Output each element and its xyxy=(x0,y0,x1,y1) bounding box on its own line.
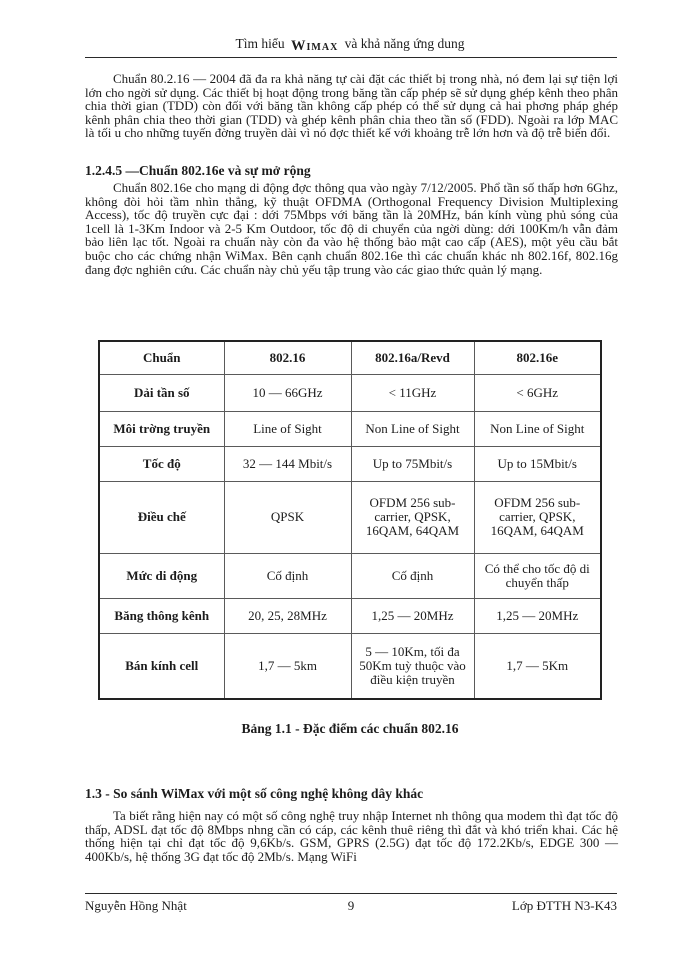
footer-class: Lớp ĐTTH N3-K43 xyxy=(511,898,617,913)
table-cell: 5 — 10Km, tối đa 50Km tuỳ thuộc vào điều kiện truyền xyxy=(351,633,474,699)
row-label: Băng thông kênh xyxy=(99,598,224,633)
table-cell: Non Line of Sight xyxy=(351,411,474,446)
row-label: Điều chế xyxy=(99,481,224,553)
table-cell: 1,25 — 20MHz xyxy=(474,598,601,633)
row-label: Dải tần số xyxy=(99,374,224,411)
standards-comparison-table xyxy=(98,340,602,700)
table-cell: Cố định xyxy=(351,553,474,598)
table-cell: 20, 25, 28MHz xyxy=(224,598,351,633)
table-cell: < 6GHz xyxy=(474,374,601,411)
header-brand-wimax: Wimax xyxy=(291,38,339,54)
table-row xyxy=(99,598,601,633)
table-cell: OFDM 256 sub-carrier, QPSK, 16QAM, 64QAM xyxy=(474,481,601,553)
table-cell: < 11GHz xyxy=(351,374,474,411)
table-header-cell: 802.16e xyxy=(474,341,601,374)
table-cell: 32 — 144 Mbit/s xyxy=(224,446,351,481)
row-label: Môi trờng truyền xyxy=(99,411,224,446)
footer-author: Nguyễn Hồng Nhật xyxy=(85,898,187,913)
table-cell: OFDM 256 sub-carrier, QPSK, 16QAM, 64QAM xyxy=(351,481,474,553)
table-cell: QPSK xyxy=(224,481,351,553)
page-header-title xyxy=(0,36,700,53)
table-cell: Up to 75Mbit/s xyxy=(351,446,474,481)
table-header-cell: Chuẩn xyxy=(99,341,224,374)
table-cell: 1,7 — 5km xyxy=(224,633,351,699)
table-cell: 1,7 — 5Km xyxy=(474,633,601,699)
table-row xyxy=(99,446,601,481)
row-label: Mức di động xyxy=(99,553,224,598)
header-title-prefix: Tìm hiểu xyxy=(235,36,285,51)
section-heading-1245: 1.2.4.5 —Chuẩn 802.16e và sự mở rộng xyxy=(85,163,311,178)
paragraph-80216e: Chuẩn 802.16e cho mạng di động đợc thông qua vào ngày 7/12/2005. Phổ tần số thấp hơn 6Ghz, không đòi hỏi tầm nhìn thẳng, kỹ thuật OFDMA (Orthogonal Frequency Division Multiplexing Access), tốc độ truyền cực đại : dới 75Mbps với băng tần là 20MHz, bán kính vùng phủ sóng của 1cell là 1-3Km Indoor và 2-5 Km Outdoor, tốc độ di chuyển của ngời dùng: dới 100Km/h vẫn đảm bảo liên lạc tốt. Ngoài ra chuẩn này còn đa vào hệ thống bảo mật cao cấp (AES), một yêu cầu bắt buộc cho các chứng nhận WiMax. Bên cạnh chuẩn 802.16e thì các chuẩn khác nh 802.16f, 802.16g đang đợc nghiên cứu. Các chuẩn này chủ yếu tập trung vào các giao thức quản lý mạng. xyxy=(85,180,618,277)
header-rule xyxy=(85,57,617,58)
table-cell: Cố định xyxy=(224,553,351,598)
footer-rule xyxy=(85,893,617,894)
table-cell: Line of Sight xyxy=(224,411,351,446)
paragraph-80216-2004: Chuẩn 80.2.16 — 2004 đã đa ra khả năng tự cài đặt các thiết bị trong nhà, nó đem lại sự tiện lợi lớn cho ngời sử dụng. Các thiết bị hoạt động trong băng tần cấp phép sẽ sử dụng ghép kênh theo phân chia thời gian (TDD) còn đối với băng tần không cấp phép có thể sử dụng cả hai phơng pháp ghép kênh phân chia theo thời gian (TDD) và ghép kênh phân chia theo tần số (FDD). Ngoài ra lớp MAC là tối u cho những tuyến đờng truyền dài vì nó đợc thiết kế với khoảng trễ lớn hơn và độ trễ biến đổi. xyxy=(85,71,618,141)
table-row xyxy=(99,481,601,553)
table-row xyxy=(99,553,601,598)
table-cell: 1,25 — 20MHz xyxy=(351,598,474,633)
row-label: Tốc độ xyxy=(99,446,224,481)
table-row xyxy=(99,633,601,699)
table-row xyxy=(99,411,601,446)
page-number: 9 xyxy=(347,898,355,913)
table-cell: 10 — 66GHz xyxy=(224,374,351,411)
table-caption: Bảng 1.1 - Đặc điểm các chuẩn 802.16 xyxy=(241,721,459,736)
table-header-cell: 802.16 xyxy=(224,341,351,374)
table-cell: Up to 15Mbit/s xyxy=(474,446,601,481)
table-cell: Có thể cho tốc độ di chuyển thấp xyxy=(474,553,601,598)
section-heading-13: 1.3 - So sánh WiMax với một số công nghệ không dây khác xyxy=(85,786,424,801)
table-row xyxy=(99,374,601,411)
row-label: Bán kính cell xyxy=(99,633,224,699)
table-header-row xyxy=(99,341,601,374)
table-cell: Non Line of Sight xyxy=(474,411,601,446)
table-header-cell: 802.16a/Revd xyxy=(351,341,474,374)
paragraph-comparison-intro: Ta biết rằng hiện nay có một số công nghệ truy nhập Internet nh thông qua modem thì đạt tốc độ thấp, ADSL đạt tốc độ 8Mbps nhng cần có cáp, các kênh thuê riêng thì đắt và khó triển khai. Các hệ thống hiện tại chỉ đạt tốc độ 9,6Kb/s. GSM, GPRS (2.5G) đạt tốc độ 172.2Kb/s, EDGE 300 — 400Kb/s, hệ thống 3G đạt tốc độ 2Mb/s. Mạng WiFi xyxy=(85,808,618,864)
header-title-suffix: và khả năng ứng dung xyxy=(344,36,465,51)
